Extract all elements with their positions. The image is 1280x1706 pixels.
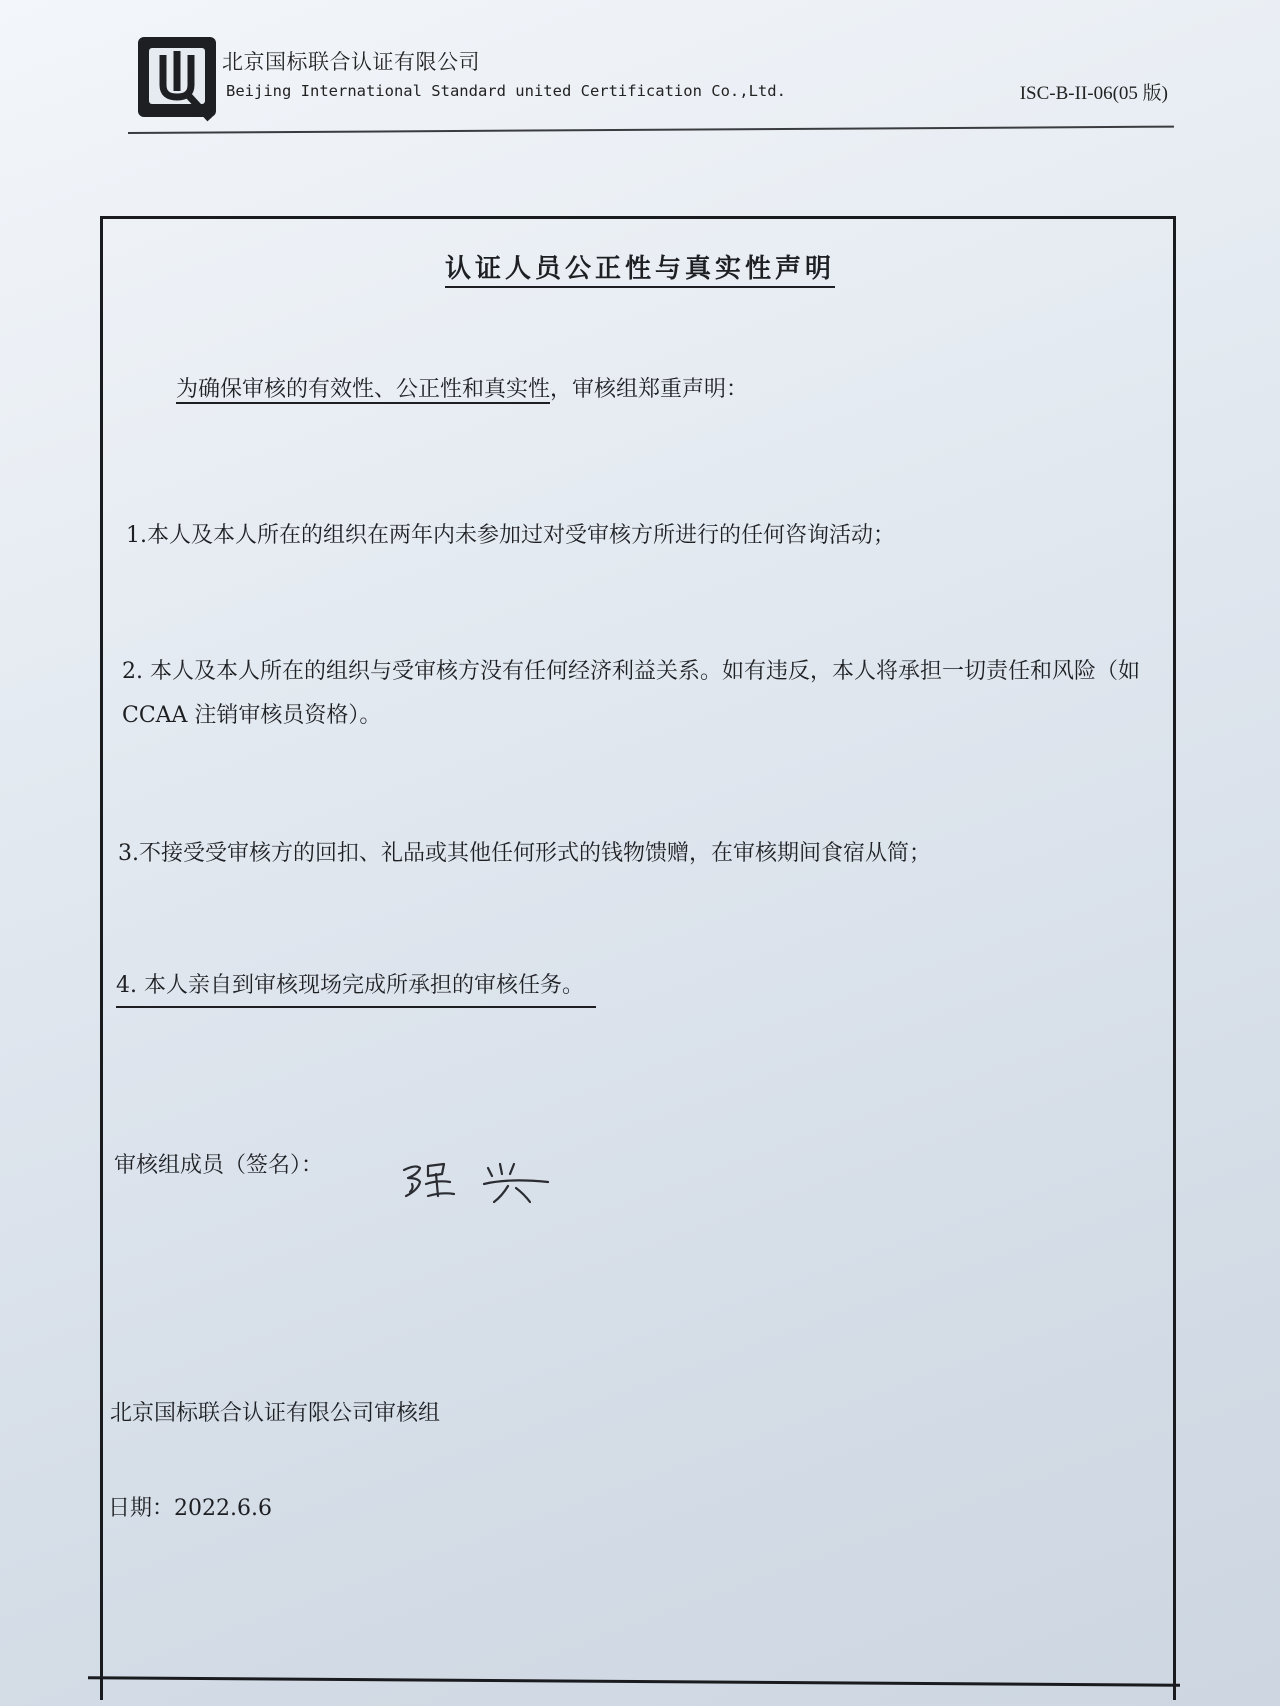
intro-underlined-text: 为确保审核的有效性、公正性和真实性 [176,377,551,402]
intro-paragraph [176,368,748,412]
document-title [0,248,1280,285]
declaration-item-4: 4. 本人亲自到审核现场完成所承担的审核任务。 [116,966,596,1008]
declaration-frame [100,216,1176,1700]
declaration-date: 日期：2022.6.6 [108,1496,272,1521]
company-logo-icon [136,35,220,123]
declaration-item-1: 1.本人及本人所在的组织在两年内未参加过对受审核方所进行的任何咨询活动； [126,523,895,548]
auditing-organization: 北京国标联合认证有限公司审核组 [110,1401,441,1426]
handwritten-signature [398,1152,558,1208]
signer-label: 审核组成员（签名）： [114,1153,324,1178]
company-name-english: Beijing International Standard united Certification Co.,Ltd. [226,82,786,100]
intro-rest-text: ，审核组郑重声明： [550,377,749,402]
letterhead [136,32,1176,132]
document-title-text: 认证人员公正性与真实性声明 [445,254,835,288]
document-code: ISC-B-II-06(05 版) [1019,83,1168,104]
declaration-item-3: 3.不接受受审核方的回扣、礼品或其他任何形式的钱物馈赠，在审核期间食宿从简； [118,841,931,866]
declaration-item-2: 2. 本人及本人所在的组织与受审核方没有任何经济利益关系。如有违反，本人将承担一切责任和风险（如 CCAA 注销审核员资格）。 [122,659,1140,728]
company-name-chinese: 北京国标联合认证有限公司 [222,50,480,74]
